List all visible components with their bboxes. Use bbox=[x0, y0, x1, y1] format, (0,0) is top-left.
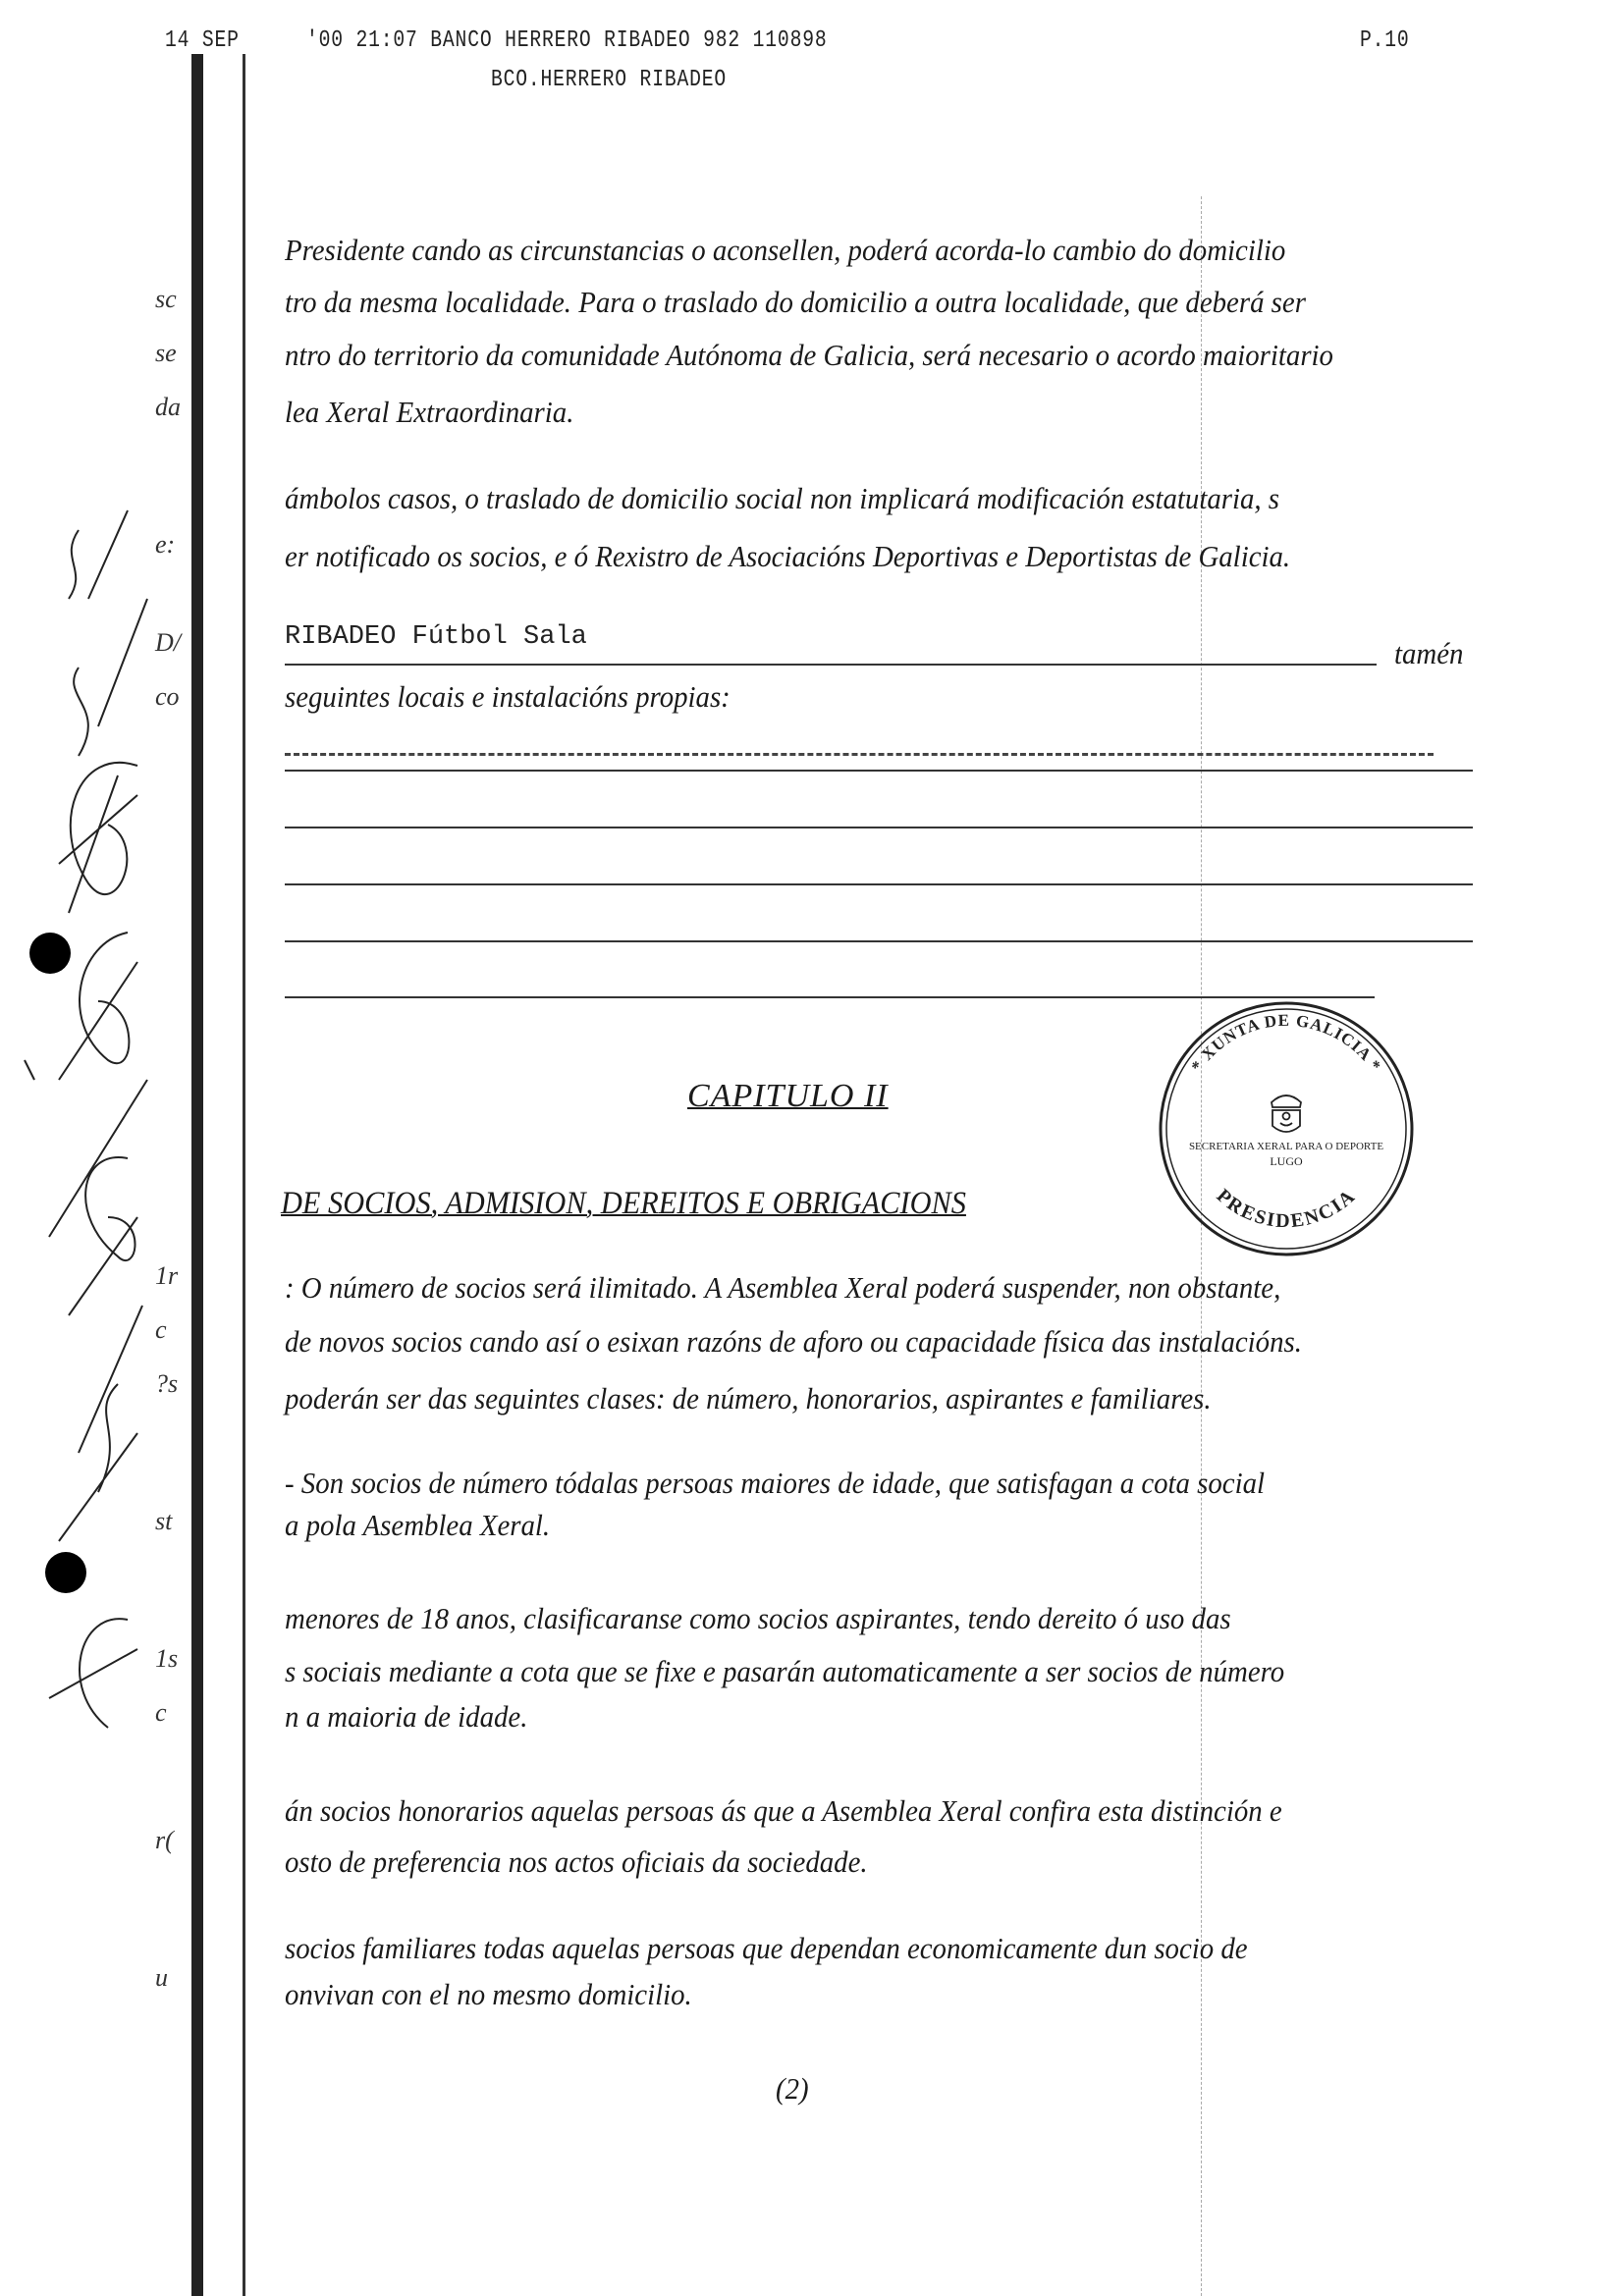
facilities-blank-dashed bbox=[285, 753, 1434, 756]
body-line: onvivan con el no mesmo domicilio. bbox=[285, 1977, 692, 2011]
margin-fragment: D/ bbox=[155, 628, 181, 657]
xunta-de-galicia-stamp bbox=[1154, 996, 1419, 1261]
facilities-blank-line bbox=[285, 883, 1473, 885]
coat-of-arms-icon bbox=[1272, 1095, 1301, 1132]
body-line: poderán ser das seguintes clases: de número, honorarios, aspirantes e familiares. bbox=[285, 1381, 1212, 1415]
body-line: ntro do territorio da comunidade Autónoma de Galicia, será necesario o acordo maioritario bbox=[285, 338, 1333, 372]
body-line: : O número de socios será ilimitado. A Asemblea Xeral poderá suspender, non obstante, bbox=[285, 1270, 1281, 1305]
margin-fragment: co bbox=[155, 682, 180, 711]
body-line: socios familiares todas aquelas persoas que dependan economicamente dun socio de bbox=[285, 1931, 1248, 1965]
fax-page-label: P.10 bbox=[1360, 27, 1410, 54]
body-line: osto de preferencia nos actos oficiais da sociedade. bbox=[285, 1844, 868, 1879]
body-line: án socios honorarios aquelas persoas ás que a Asemblea Xeral confira esta distinción e bbox=[285, 1793, 1282, 1828]
margin-fragment: r( bbox=[155, 1826, 174, 1854]
punch-hole bbox=[29, 933, 71, 974]
scan-edge-bar-thick bbox=[191, 54, 203, 2296]
fax-date: 14 SEP bbox=[165, 27, 240, 54]
scan-edge-line-thin bbox=[243, 54, 245, 2296]
fax-sender: BCO.HERRERO RIBADEO bbox=[491, 67, 727, 93]
body-line: s sociais mediante a cota que se fixe e pasarán automaticamente a ser socios de número bbox=[285, 1654, 1285, 1688]
chapter-subtitle: DE SOCIOS, ADMISION, DEREITOS E OBRIGACIONS bbox=[281, 1186, 966, 1221]
margin-fragment: se bbox=[155, 339, 177, 367]
body-line: lea Xeral Extraordinaria. bbox=[285, 395, 574, 429]
facilities-blank-line bbox=[285, 770, 1473, 772]
body-line: menores de 18 anos, clasificaranse como socios aspirantes, tendo dereito ó uso das bbox=[285, 1601, 1231, 1635]
margin-fragment: u bbox=[155, 1963, 168, 1992]
fax-transmission-info: '00 21:07 BANCO HERRERO RIBADEO 982 110898 bbox=[306, 27, 828, 54]
body-line: Presidente cando as circunstancias o aconsellen, poderá acorda-lo cambio do domicilio bbox=[285, 233, 1286, 267]
body-line: - Son socios de número tódalas persoas maiores de idade, que satisfagan a cota social bbox=[285, 1466, 1266, 1500]
chapter-title: CAPITULO II bbox=[687, 1078, 889, 1114]
body-line: n a maioria de idade. bbox=[285, 1699, 528, 1734]
margin-fragment: e: bbox=[155, 530, 176, 559]
body-line: a pola Asemblea Xeral. bbox=[285, 1508, 551, 1542]
handwritten-signatures bbox=[20, 471, 167, 1845]
margin-fragment: 1r bbox=[155, 1261, 179, 1290]
stamp-inner-top: SECRETARIA XERAL PARA O DEPORTE bbox=[1188, 1141, 1384, 1152]
margin-fragment: c bbox=[155, 1698, 167, 1727]
svg-text:* XUNTA DE GALICIA * bbox=[1187, 1011, 1384, 1076]
stamp-inner-bottom: LUGO bbox=[1270, 1154, 1303, 1168]
margin-fragment: st bbox=[155, 1507, 173, 1535]
margin-fragment: ?s bbox=[155, 1369, 179, 1398]
margin-fragment: sc bbox=[155, 285, 177, 313]
body-line: tro da mesma localidade. Para o traslado do domicilio a outra localidade, que deberá ser bbox=[285, 285, 1306, 319]
margin-fragment: 1s bbox=[155, 1644, 179, 1673]
club-name-field: RIBADEO Fútbol Sala bbox=[285, 622, 587, 652]
page-number: (2) bbox=[776, 2071, 809, 2106]
stamp-outer-bottom: PRESIDENCIA bbox=[1212, 1185, 1361, 1233]
facilities-blank-line bbox=[285, 827, 1473, 828]
margin-fragment: da bbox=[155, 393, 181, 421]
punch-hole bbox=[45, 1552, 86, 1593]
facilities-blank-line bbox=[285, 940, 1473, 942]
body-line: de novos socios cando así o esixan razóns de aforo ou capacidade física das instalacións. bbox=[285, 1324, 1302, 1359]
stamp-outer-top: * XUNTA DE GALICIA * bbox=[1187, 1010, 1385, 1076]
body-line: ámbolos casos, o traslado de domicilio social non implicará modificación estatutaria, s bbox=[285, 481, 1280, 515]
body-line: er notificado os socios, e ó Rexistro de Asociacións Deportivas e Deportistas de Galicia. bbox=[285, 539, 1291, 573]
club-suffix: tamén bbox=[1394, 636, 1464, 670]
facilities-label: seguintes locais e instalacións propias: bbox=[285, 679, 731, 714]
margin-fragment: c bbox=[155, 1315, 167, 1344]
club-name-underline bbox=[285, 664, 1377, 666]
svg-text:PRESIDENCIA bbox=[1213, 1185, 1361, 1232]
